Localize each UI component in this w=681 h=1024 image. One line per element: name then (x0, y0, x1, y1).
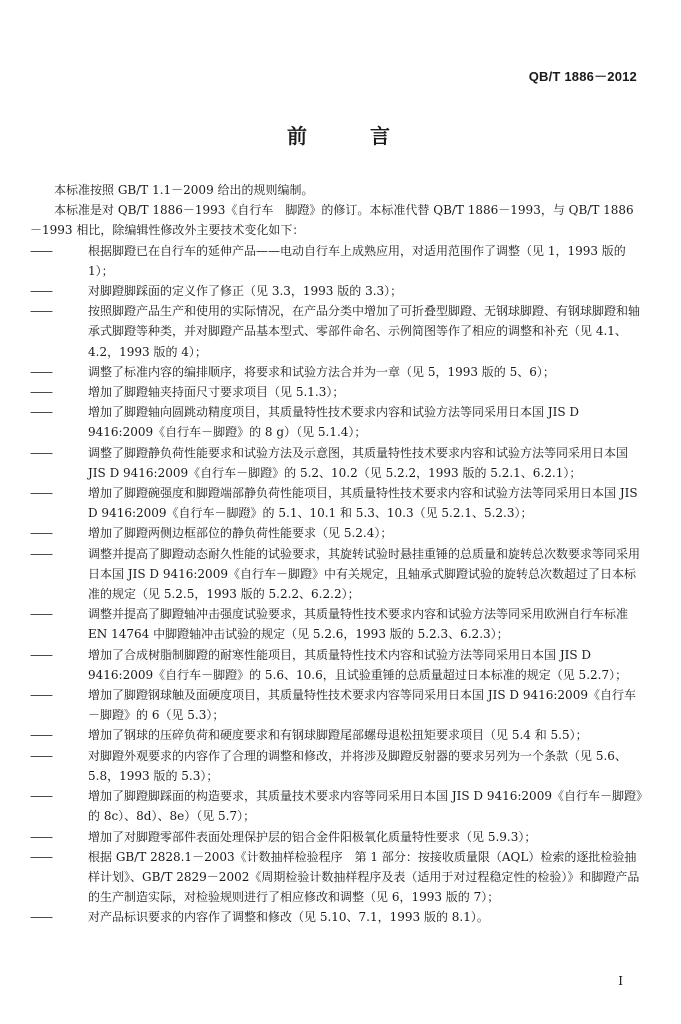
change-text: 增加了脚蹬碗强度和脚蹬端部静负荷性能项目，其质量特性技术要求内容和试验方法等同采用日本国 JIS D 9416:2009《自行车－脚蹬》的 5.1、10.1 和 5.3、10.3（见 5.2.1、5.2.3）； (88, 486, 638, 521)
change-text: 按照脚蹬产品生产和使用的实际情况，在产品分类中增加了可折叠型脚蹬、无钢球脚蹬、有钢球脚蹬和轴承式脚蹬等种类，并对脚蹬产品基本型式、零部件命名、示例简图等作了相应的调整和补充（见 4.1、4.2，1993 版的 4）； (88, 304, 641, 359)
change-item (30, 241, 642, 281)
change-item (30, 402, 642, 442)
change-item (30, 443, 642, 483)
dash-marker: —— (30, 748, 52, 763)
change-item (30, 362, 642, 382)
change-item (30, 847, 642, 908)
change-text: 增加了对脚蹬零部件表面处理保护层的铝合金件阳极氧化质量特性要求（见 5.9.3）； (88, 829, 537, 844)
change-item (30, 281, 642, 301)
change-item (30, 685, 642, 725)
dash-marker: —— (30, 486, 52, 501)
dash-marker: —— (30, 728, 52, 743)
change-text: 对脚蹬外观要求的内容作了合理的调整和修改，并将涉及脚蹬反射器的要求另列为一个条款（见 5.6、5.8，1993 版的 5.3）； (88, 748, 627, 783)
dash-marker: —— (30, 910, 52, 925)
dash-marker: —— (30, 304, 52, 319)
foreword-body (30, 180, 642, 928)
intro-paragraph: 本标准按照 GB/T 1.1－2009 给出的规则编制。 (54, 183, 314, 197)
change-text: 调整了脚蹬静负荷性能要求和试验方法及示意图，其质量特性技术要求内容和试验方法等同采用日本国 JIS D 9416:2009《自行车－脚蹬》的 5.2、10.2（见 5.2.2，1993 版的 5.2.1、6.2.1）； (88, 445, 629, 480)
change-text: 增加了脚蹬轴向圆跳动精度项目，其质量特性技术要求内容和试验方法等同采用日本国 JIS D 9416:2009《自行车－脚蹬》的 8 g）（见 5.1.4）； (88, 405, 580, 440)
change-item (30, 382, 642, 402)
change-text: 增加了脚蹬脚踩面的构造要求，其质量技术要求内容等同采用日本国 JIS D 9416:2009《自行车－脚蹬》的 8c）、8d）、8e）（见 5.7）； (88, 789, 642, 824)
dash-marker: —— (30, 385, 52, 400)
dash-marker: —— (30, 546, 52, 561)
change-text: 调整了标准内容的编排顺序，将要求和试验方法合并为一章（见 5，1993 版的 5、6）； (88, 364, 555, 379)
dash-marker: —— (30, 829, 52, 844)
dash-marker: —— (30, 849, 52, 864)
change-text: 增加了脚蹬两侧边框部位的静负荷性能要求（见 5.2.4）； (88, 526, 393, 541)
change-item (30, 746, 642, 786)
change-text: 对产品标识要求的内容作了调整和修改（见 5.10、7.1，1993 版的 8.1）。 (88, 910, 489, 925)
change-item (30, 725, 642, 745)
change-text: 对脚蹬脚踩面的定义作了修正（见 3.3，1993 版的 3.3）； (88, 284, 403, 299)
change-item (30, 645, 642, 685)
change-item (30, 483, 642, 523)
dash-marker: —— (30, 647, 52, 662)
change-text: 增加了脚蹬钢球触及面硬度项目，其质量特性技术要求内容等同采用日本国 JIS D 9416:2009《自行车－脚蹬》的 6（见 5.3）； (88, 688, 636, 723)
intro-paragraph: 本标准是对 QB/T 1886－1993《自行车 脚蹬》的修订。本标准代替 QB/T 1886－1993，与 QB/T 1886－1993 相比，除编辑性修改外主要技术变化如下： (30, 203, 634, 238)
dash-marker: —— (30, 364, 52, 379)
page-title: 前 言 (287, 124, 418, 148)
dash-marker: —— (30, 526, 52, 541)
change-text: 调整并提高了脚蹬轴冲击强度试验要求，其质量特性技术要求内容和试验方法等同采用欧洲自行车标准 EN 14764 中脚蹬轴冲击试验的规定（见 5.2.6，1993 版的 5.2.3、6.2.3）； (88, 607, 629, 642)
dash-marker: —— (30, 789, 52, 804)
standard-code: QB/T 1886－2012 (528, 69, 637, 84)
change-item (30, 786, 642, 826)
change-text: 根据 GB/T 2828.1－2003《计数抽样检验程序 第 1 部分：按接收质量限（AQL）检索的逐批检验抽样计划》、GB/T 2829－2002《周期检验计数抽样程序及表（适用于对过程稳定性的检验）》和脚蹬产品的生产制造实际，对检验规则进行了相应修改和调整（见 6，1993 版的 7）； (88, 849, 640, 905)
page-number: I (618, 974, 623, 988)
change-text: 增加了合成树脂制脚蹬的耐寒性能项目，其质量特性技术内容和试验方法等同采用日本国 JIS D 9416:2009《自行车－脚蹬》的 5.6、10.6，且试验重锤的总质量超过日本标准的规定（见 5.2.7）； (88, 647, 628, 682)
change-list (30, 241, 642, 928)
change-item (30, 604, 642, 644)
change-text: 根据脚蹬已在自行车的延伸产品——电动自行车上成熟应用，对适用范围作了调整（见 1，1993 版的 1）； (88, 243, 626, 278)
change-text: 调整并提高了脚蹬动态耐久性能的试验要求，其旋转试验时悬挂重锤的总质量和旋转总次数要求等同采用日本国 JIS D 9416:2009《自行车－脚蹬》中有关规定，且轴承式脚蹬试验的旋转总次数超过了日本标准的规定（见 5.2.5，1993 版的 5.2.2、6.2.2）； (88, 546, 641, 602)
change-item (30, 907, 642, 927)
dash-marker: —— (30, 405, 52, 420)
change-item (30, 827, 642, 847)
change-item (30, 523, 642, 543)
change-text: 增加了钢球的压碎负荷和硬度要求和有钢球脚蹬尾部螺母退松扭矩要求项目（见 5.4 和 5.5）； (88, 728, 588, 743)
dash-marker: —— (30, 688, 52, 703)
dash-marker: —— (30, 607, 52, 622)
change-text: 增加了脚蹬轴夹持面尺寸要求项目（见 5.1.3）； (88, 385, 345, 400)
change-item (30, 544, 642, 605)
dash-marker: —— (30, 243, 52, 258)
dash-marker: —— (30, 284, 52, 299)
change-item (30, 301, 642, 362)
dash-marker: —— (30, 445, 52, 460)
